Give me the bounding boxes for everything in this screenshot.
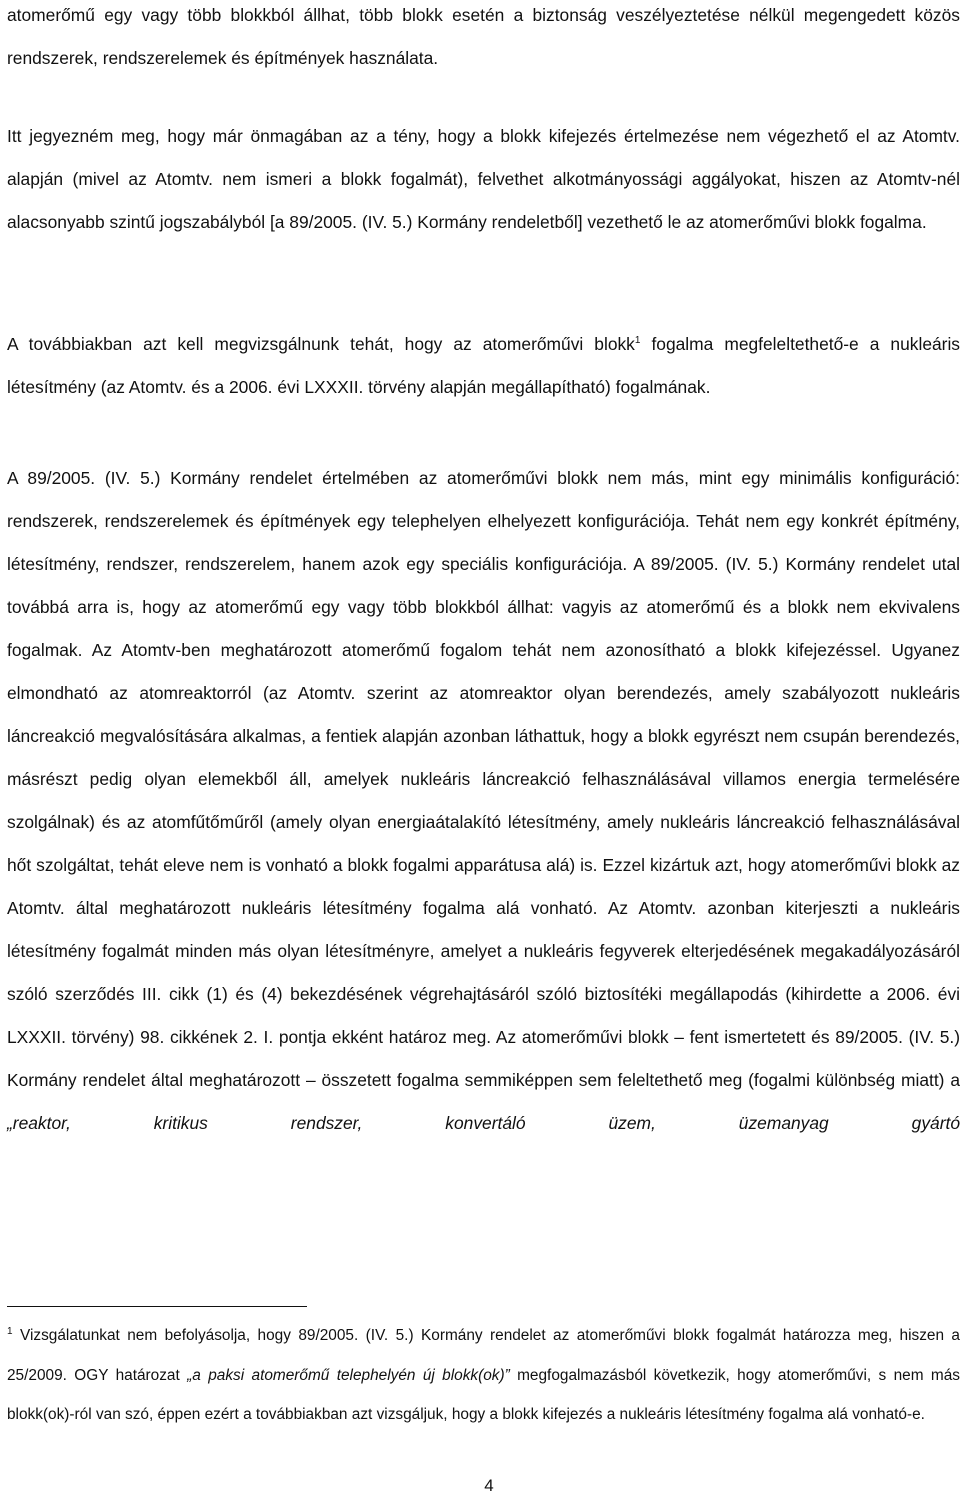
- footnote-mark: 1: [7, 1325, 13, 1337]
- paragraph-4-italic-quote: „reaktor, kritikus rendszer, konvertáló üzem, üzemanyag gyártó: [7, 1113, 960, 1133]
- paragraph-4: [7, 457, 960, 1145]
- paragraph-3-text-a: A továbbiakban azt kell megvizsgálnunk tehát, hogy az atomerőművi blokk: [7, 334, 635, 354]
- paragraph-4-text: A 89/2005. (IV. 5.) Kormány rendelet értelmében az atomerőművi blokk nem más, mint egy minimális konfiguráció: rendszerek, rendszerelemek és építmények egy telephelyen elhelyezett konfigurációja. Tehát nem egy konkrét építmény, létesítmény, rendszer, rendszerelem, hanem azok egy speciális konfigurációja. A 89/2005. (IV. 5.) Kormány rendelet utal továbbá arra is, hogy az atomerőmű egy vagy több blokkból állhat: vagyis az atomerőmű és a blokk nem ekvivalens fogalmak. Az Atomtv-ben meghatározott atomerőmű fogalom tehát nem azonosítható a blokk kifejezéssel. Ugyanez elmondható az atomreaktorról (az Atomtv. szerint az atomreaktor olyan berendezés, amely szabályozott nukleáris láncreakció megvalósítására alkalmas, a fentiek alapján azonban láthattuk, hogy a blokk egyrészt nem csupán berendezés, másrészt pedig olyan elemekből áll, amelyek nukleáris láncreakció felhasználásával villamos energia termelésére szolgálnak) és az atomfűtőműről (amely olyan energiaátalakító létesítmény, amely nukleáris láncreakció felhasználásával hőt szolgáltat, tehát eleve nem is vonható a blokk fogalmi apparátusa alá) is. Ezzel kizártuk azt, hogy atomerőművi blokk az Atomtv. által meghatározott nukleáris létesítmény fogalma alá vonható. Az Atomtv. azonban kiterjeszti a nukleáris létesítmény fogalmát minden más olyan létesítményre, amelyet a nukleáris fegyverek elterjedésének megakadályozásáról szóló szerződés III. cikk (1) és (4) bekezdésének végrehajtásáról szóló biztosítéki megállapodás (kihirdette a 2006. évi LXXXII. törvény) 98. cikkének 2. I. pontja ekként határoz meg. Az atomerőművi blokk – fent ismertetett és 89/2005. (IV. 5.) Kormány rendelet által meghatározott – összetett fogalma semmiképpen sem feleltethető meg (fogalmi különbség miatt) a: [7, 468, 960, 1090]
- paragraph-2: Itt jegyezném meg, hogy már önmagában az a tény, hogy a blokk kifejezés értelmezése nem végezhető el az Atomtv. alapján (mivel az Atomtv. nem ismeri a blokk fogalmát), felvethet alkotmányossági aggályokat, hiszen az Atomtv-nél alacsonyabb szintű jogszabályból [a 89/2005. (IV. 5.) Kormány rendeletből] vezethető le az atomerőművi blokk fogalma.: [7, 126, 960, 232]
- paragraph-1: atomerőmű egy vagy több blokkból állhat, több blokk esetén a biztonság veszélyeztetése nélkül megengedett közös rendszerek, rendszerelemek és építmények használata.: [7, 5, 960, 68]
- footnote-separator: [7, 1306, 307, 1307]
- footnote-italic-quote: „a paksi atomerőmű telephelyén új blokk(ok)”: [187, 1366, 510, 1384]
- page-number: 4: [484, 1476, 494, 1495]
- footnote-text-b: megfogalmazásból következik, hogy atomerőművi, s nem más blokk(ok)-ról van szó, éppen ezért a továbbiakban azt vizsgáljuk, hogy a blokk kifejezés a nukleáris létesítmény fogalma alá vonható-e.: [7, 1366, 960, 1423]
- footnote-text-a: Vizsgálatunkat nem befolyásolja, hogy 89/2005. (IV. 5.) Kormány rendelet az atomerőművi blokk fogalmát határozza meg, hiszen a 25/2009. OGY határozat: [7, 1327, 960, 1384]
- footnote-reference[interactable]: 1: [634, 335, 641, 347]
- paragraph-3: [7, 323, 960, 409]
- footnote: [7, 1316, 960, 1435]
- paragraph-3-text-b: fogalma megfeleltethető-e a nukleáris létesítmény (az Atomtv. és a 2006. évi LXXXII. törvény alapján megállapítható) fogalmának.: [7, 334, 960, 397]
